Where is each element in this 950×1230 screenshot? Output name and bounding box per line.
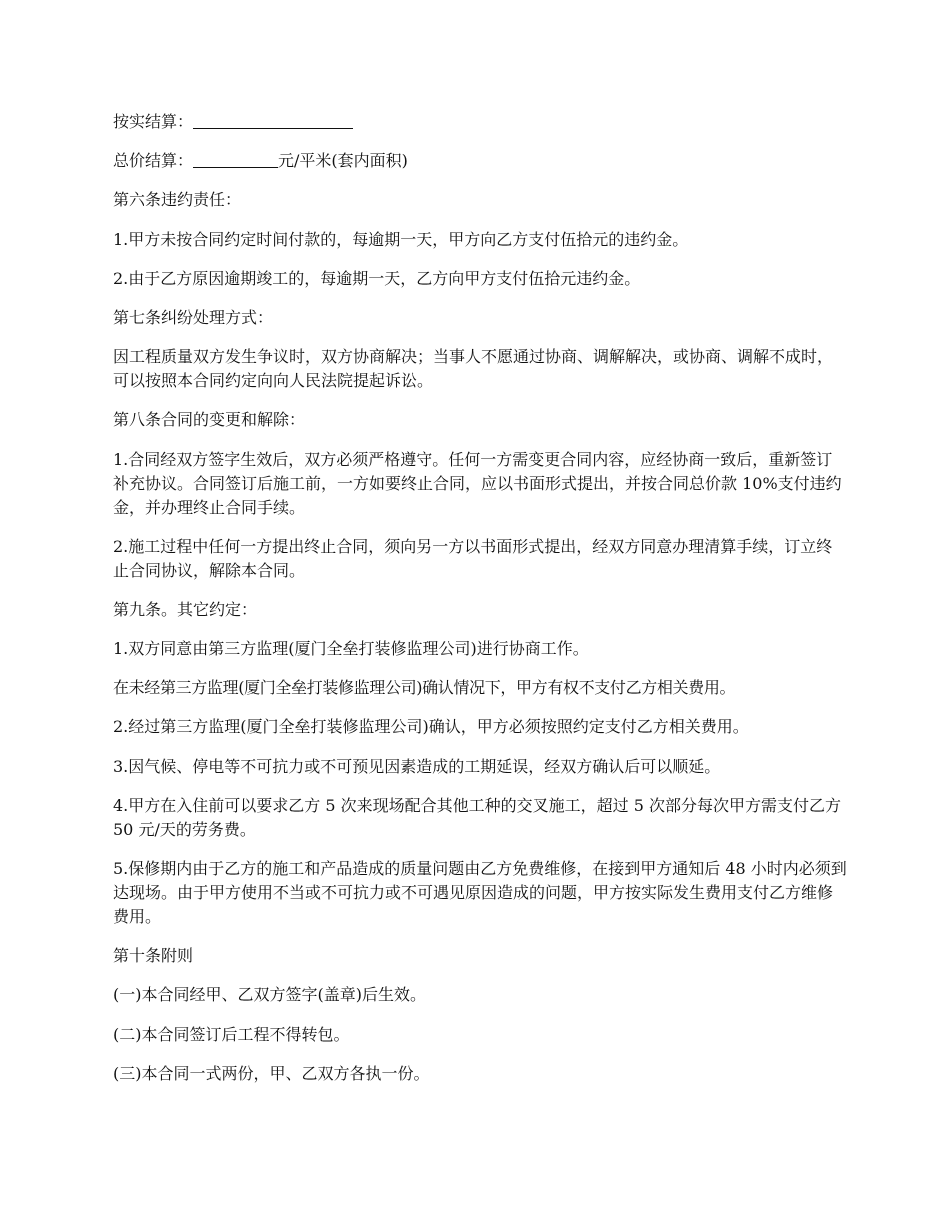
article8-title: 第八条合同的变更和解除： <box>113 410 306 430</box>
settle-total-label: 总价结算： <box>113 151 194 171</box>
settle-actual-blank[interactable] <box>193 112 353 129</box>
article6-title: 第六条违约责任： <box>113 190 242 210</box>
settle-total-blank[interactable] <box>193 151 278 168</box>
article7-title: 第七条纠纷处理方式： <box>113 307 274 327</box>
settle-total-unit: 元/平米(套内面积) <box>278 151 408 171</box>
article7-body: 因工程质量双方发生争议时，双方协商解决；当事人不愿通过协商、调解解决，或协商、调解不成时，可以按照本合同约定向向人民法院提起诉讼。 <box>113 347 834 391</box>
article9-item1-note: 在未经第三方监理(厦门全垒打装修监理公司)确认情况下，甲方有权不支付乙方相关费用。 <box>113 678 736 698</box>
article6-item2: 2.由于乙方原因逾期竣工的，每逾期一天，乙方向甲方支付伍拾元违约金。 <box>113 268 641 288</box>
article9-item3: 3.因气候、停电等不可抗力或不可预见因素造成的工期延误，经双方确认后可以顺延。 <box>113 756 721 776</box>
article8-item1: 1.合同经双方签字生效后，双方必须严格遵守。任何一方需变更合同内容，应经协商一致后，重新签订补充协议。合同签订后施工前，一方如要终止合同，应以书面形式提出，并按合同总价款 10%支付违约金，并办理终止合同手续。 <box>113 449 842 517</box>
settle-actual-line <box>113 110 848 134</box>
contract-body <box>113 110 848 1101</box>
article9-item5: 5.保修期内由于乙方的施工和产品造成的质量问题由乙方免费维修，在接到甲方通知后 48 小时内必须到达现场。由于甲方使用不当或不可抗力或不可遇见原因造成的问题，甲方按实际发生费用支付乙方维修费用。 <box>113 859 847 926</box>
article9-item2: 2.经过第三方监理(厦门全垒打装修监理公司)确认，甲方必须按照约定支付乙方相关费用。 <box>113 717 749 737</box>
article9-item4: 4.甲方在入住前可以要求乙方 5 次来现场配合其他工种的交叉施工，超过 5 次部分每次甲方需支付乙方 50 元/天的劳务费。 <box>113 795 841 839</box>
article9-title: 第九条。其它约定： <box>113 599 258 619</box>
settle-actual-label: 按实结算： <box>113 112 194 131</box>
settle-total-line <box>113 149 848 173</box>
article10-item3: (三)本合同一式两份，甲、乙双方各执一份。 <box>113 1063 430 1083</box>
article10-title: 第十条附则 <box>113 946 194 966</box>
article6-item1: 1.甲方未按合同约定时间付款的，每逾期一天，甲方向乙方支付伍拾元的违约金。 <box>113 229 689 249</box>
article10-item1: (一)本合同经甲、乙双方签字(盖章)后生效。 <box>113 985 426 1005</box>
article10-item2: (二)本合同签订后工程不得转包。 <box>113 1024 350 1044</box>
article9-item1: 1.双方同意由第三方监理(厦门全垒打装修监理公司)进行协商工作。 <box>113 639 589 659</box>
article8-item2: 2.施工过程中任何一方提出终止合同，须向另一方以书面形式提出，经双方同意办理清算手续，订立终止合同协议，解除本合同。 <box>113 536 833 580</box>
